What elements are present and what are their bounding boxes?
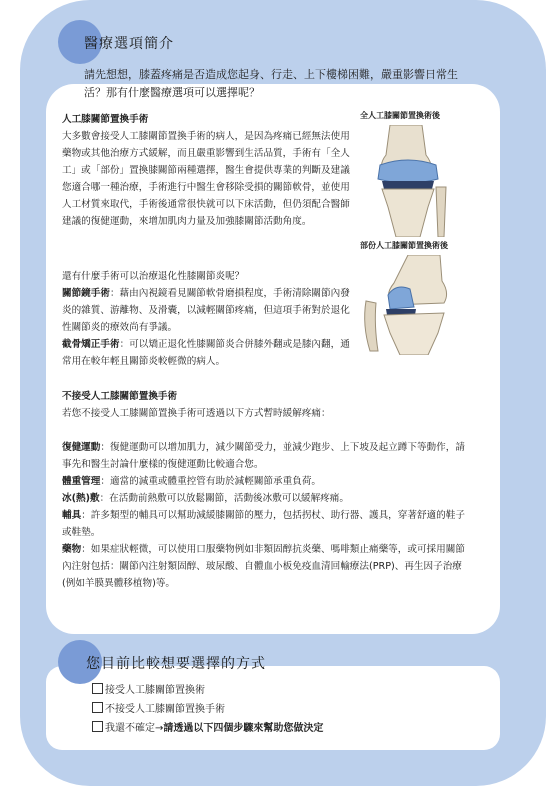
checkbox[interactable] <box>92 683 103 694</box>
other-surgery-section <box>62 268 358 370</box>
nonsurgical-item-aids <box>62 507 466 541</box>
section-title-options: 醫療選項簡介 <box>84 36 174 52</box>
item-term: 藥物 <box>62 544 82 555</box>
intro-text: 請先想想，膝蓋疼痛是否造成您起身、行走、上下樓梯困難，嚴重影響日常生活？那有什麼醫療選項可以選擇呢？ <box>84 68 458 99</box>
item-term: 輔具 <box>62 510 82 521</box>
osteotomy-text: ：可以矯正退化性膝關節炎合併膝外翻或是膝內翻，通常用在較年輕且關節炎較輕微的病人。 <box>62 339 350 367</box>
section-title-choice: 您目前比較想要選擇的方式 <box>86 656 266 672</box>
nonsurgical-item-medication <box>62 541 466 592</box>
option-guidance: 請透過以下四個步驟來幫助您做決定 <box>163 723 324 734</box>
checkbox[interactable] <box>92 702 103 713</box>
option-label: 我還不確定→ <box>105 723 164 734</box>
item-text: ：如果症狀輕微，可以使用口服藥物例如非類固醇抗炎藥、嗎啡類止痛藥等，或可採用關節內注射包括：關節內注射類固醇、玻尿酸、自體血小板免疫血清回輸療法(PRP)、再生因子治療(例如羊膜異體移植物)等。 <box>62 544 465 589</box>
partial-knee-figure <box>360 240 468 359</box>
nonsurgical-heading: 不接受人工膝關節置換手術 <box>62 391 178 402</box>
nonsurgical-section <box>62 388 466 592</box>
partial-knee-illustration <box>360 255 456 355</box>
total-knee-illustration <box>360 125 456 237</box>
option-decline[interactable] <box>92 702 225 718</box>
tkr-section <box>62 111 358 230</box>
nonsurgical-item-compress <box>62 490 466 507</box>
option-label: 接受人工膝關節置換術 <box>105 685 205 696</box>
total-knee-figure <box>360 110 468 241</box>
nonsurgical-intro: 若您不接受人工膝關節置換手術可透過以下方式暫時緩解疼痛： <box>62 408 331 419</box>
osteotomy-item <box>62 336 358 370</box>
item-text: ：在活動前熱敷可以放鬆關節，活動後冰敷可以緩解疼痛。 <box>99 493 349 504</box>
item-term: 冰(熱)敷 <box>62 493 100 504</box>
arthroscopy-text: ：藉由內視鏡看見關節軟骨磨損程度，手術清除關節內發炎的雜質、游離物、及滑囊，以減輕關節疼痛，但這項手術對於退化性關節炎的療效尚有爭議。 <box>62 288 350 333</box>
option-label: 不接受人工膝關節置換手術 <box>105 704 225 715</box>
tkr-heading: 人工膝關節置換手術 <box>62 114 149 125</box>
total-knee-caption: 全人工膝關節置換術後 <box>360 111 440 120</box>
item-text: ：許多類型的輔具可以幫助減緩膝關節的壓力，包括拐杖、助行器、護具，穿著舒適的鞋子或鞋墊。 <box>62 510 465 538</box>
item-term: 體重管理 <box>62 476 101 487</box>
tkr-body: 大多數會接受人工膝關節置換手術的病人，是因為疼痛已經無法使用藥物或其他治療方式緩解，而且嚴重影響到生活品質，手術有「全人工」或「部份」置換膝關節兩種選擇，醫生會提供專業的判斷及建議您適合哪一種治療，手術進行中醫生會移除受損的關節軟骨，並使用人工材質來取代，手術後通常很快就可以下床活動，但仍須配合醫師建議的復健運動，來增加肌肉力量及加強膝關節活動角度。 <box>62 131 350 227</box>
item-text: ：適當的減重或體重控管有助於減輕關節承重負荷。 <box>100 476 322 487</box>
option-accept[interactable] <box>92 683 205 699</box>
osteotomy-term: 截骨矯正手術 <box>62 339 120 350</box>
option-unsure[interactable] <box>92 721 323 737</box>
item-term: 復健運動 <box>62 442 101 453</box>
other-surgery-question: 還有什麼手術可以治療退化性膝關節炎呢？ <box>62 271 245 282</box>
nonsurgical-item-rehab <box>62 439 466 473</box>
item-text: ：復健運動可以增加肌力，減少關節受力，並減少跑步、上下坡及起立蹲下等動作，請事先和醫生討論什麼樣的復健運動比較適合您。 <box>62 442 465 470</box>
arthroscopy-term: 關節鏡手術 <box>62 288 110 299</box>
nonsurgical-item-weight <box>62 473 466 490</box>
checkbox[interactable] <box>92 721 103 732</box>
arthroscopy-item <box>62 285 358 336</box>
partial-knee-caption: 部份人工膝關節置換術後 <box>360 241 448 250</box>
